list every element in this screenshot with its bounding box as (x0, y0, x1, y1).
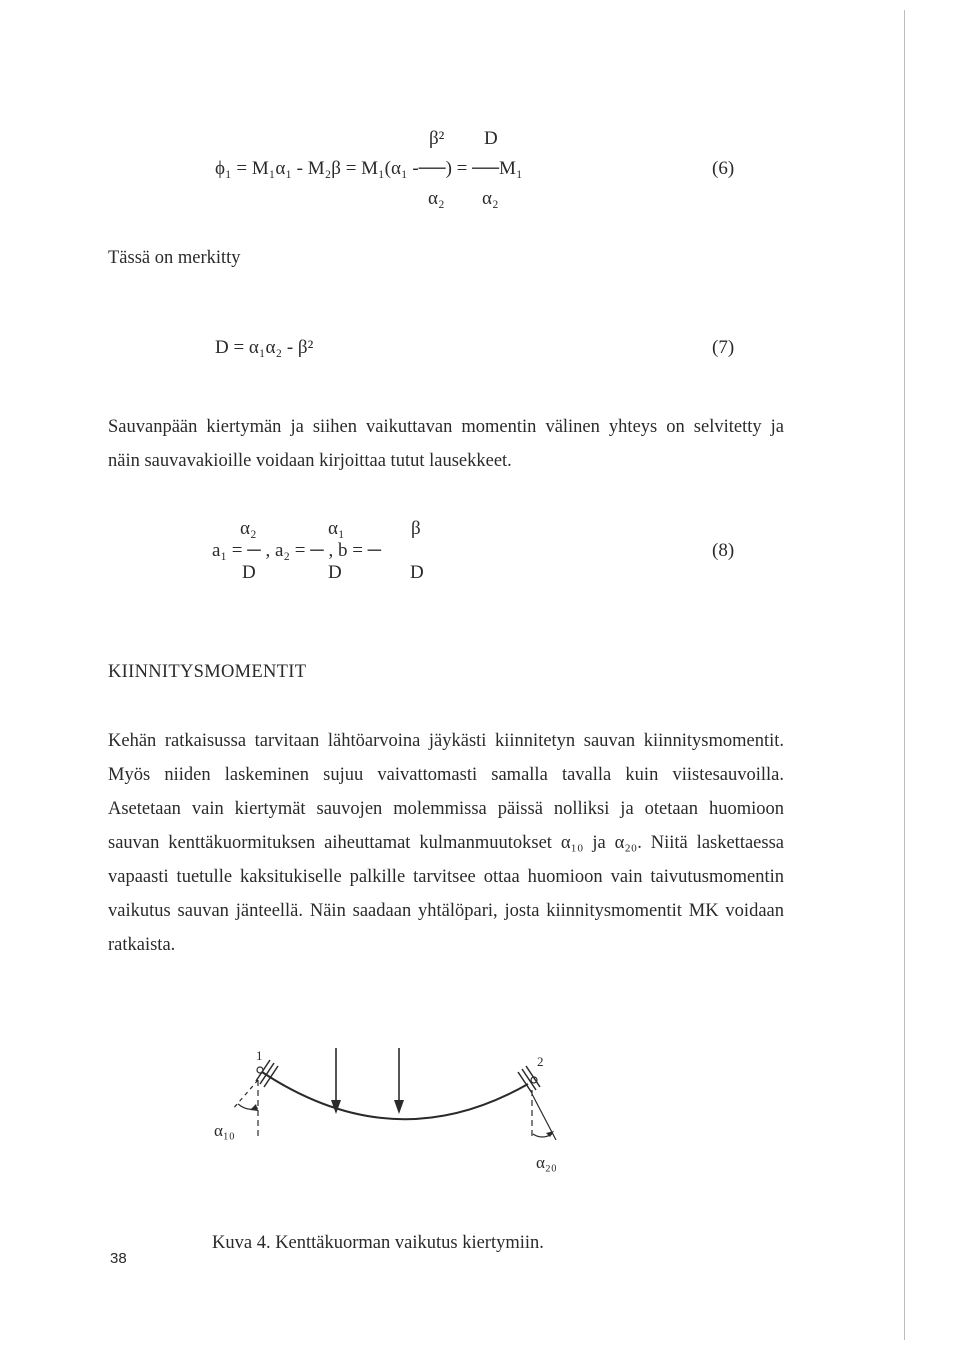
alpha-10-label: α₁₀ (214, 1121, 235, 1140)
eq8-num-beta: β (411, 518, 421, 539)
left-support-mark (264, 1066, 278, 1087)
eq8-den-3: D (410, 562, 424, 583)
eq7-number: (7) (712, 337, 735, 358)
right-support-mark (526, 1066, 540, 1087)
left-tangent-line (232, 1080, 258, 1110)
eq8-den-1: D (242, 562, 256, 583)
paragraph-2-line: vapaasti tuetulle kaksitukiselle palkille tarvitsee ottaa huomioon vain taivutusmomentin (108, 867, 784, 887)
node-1-marker (257, 1067, 263, 1073)
eq8-main: a₁ = ─ , a₂ = ─ , b = ─ (212, 540, 382, 561)
eq6-D-numerator: D (484, 128, 498, 149)
eq8-num-alpha2: α₂ (240, 518, 257, 539)
paragraph-2-line: Myös niiden laskeminen sujuu vaivattomasti samalla tavalla kuin viistesauvoilla. (108, 765, 784, 785)
paragraph-2-line: Kehän ratkaisussa tarvitaan lähtöarvoina jäykästi kiinnitetyn sauvan kiinnitysmomentit. (108, 731, 784, 751)
paragraph-1-line: Sauvanpään kiertymän ja siihen vaikuttavan momentin välinen yhteys on selvitetty ja (108, 417, 784, 437)
intro-text: Tässä on merkitty (108, 248, 241, 268)
eq8-den-2: D (328, 562, 342, 583)
node-1-label: 1 (256, 1048, 263, 1063)
eq7-main: D = α₁α₂ - β² (215, 337, 314, 358)
left-support-mark (260, 1063, 274, 1084)
section-heading: KIINNITYSMOMENTIT (108, 662, 307, 682)
page-number: 38 (110, 1250, 127, 1267)
node-2-label: 2 (537, 1054, 544, 1069)
alpha-10-arrowhead (250, 1104, 258, 1111)
alpha-20-label: α₂₀ (536, 1153, 557, 1172)
deflected-beam-curve (262, 1072, 528, 1119)
figure-caption: Kuva 4. Kenttäkuorman vaikutus kiertymiin. (212, 1233, 544, 1253)
paragraph-2-line: Asetetaan vain kiertymät sauvojen molemmissa päissä nolliksi ja otetaan huomioon (108, 799, 784, 819)
paragraph-2-line: vaikutus sauvan jänteellä. Näin saadaan yhtälöpari, josta kiinnitysmomentit MK voidaan (108, 901, 784, 921)
paragraph-2-line: sauvan kenttäkuormituksen aiheuttamat kulmanmuutokset α₁₀ ja α₂₀. Niitä laskettaessa (108, 833, 784, 853)
load-arrow-2-head (394, 1100, 404, 1114)
eq8-number: (8) (712, 540, 735, 561)
paragraph-1-line: näin sauvavakioille voidaan kirjoittaa tutut lausekkeet. (108, 451, 512, 471)
eq6-number: (6) (712, 158, 735, 179)
eq6-alpha2-left: α₂ (428, 188, 445, 209)
right-support-mark (518, 1072, 532, 1093)
eq6-alpha2-right: α₂ (482, 188, 499, 209)
eq6-beta-squared: β² (429, 128, 445, 149)
eq6-main: ϕ₁ = M₁α₁ - M₂β = M₁(α₁ -──) = ──M₁ (215, 158, 523, 179)
eq8-num-alpha1: α₁ (328, 518, 345, 539)
paragraph-2-line: ratkaista. (108, 935, 176, 955)
